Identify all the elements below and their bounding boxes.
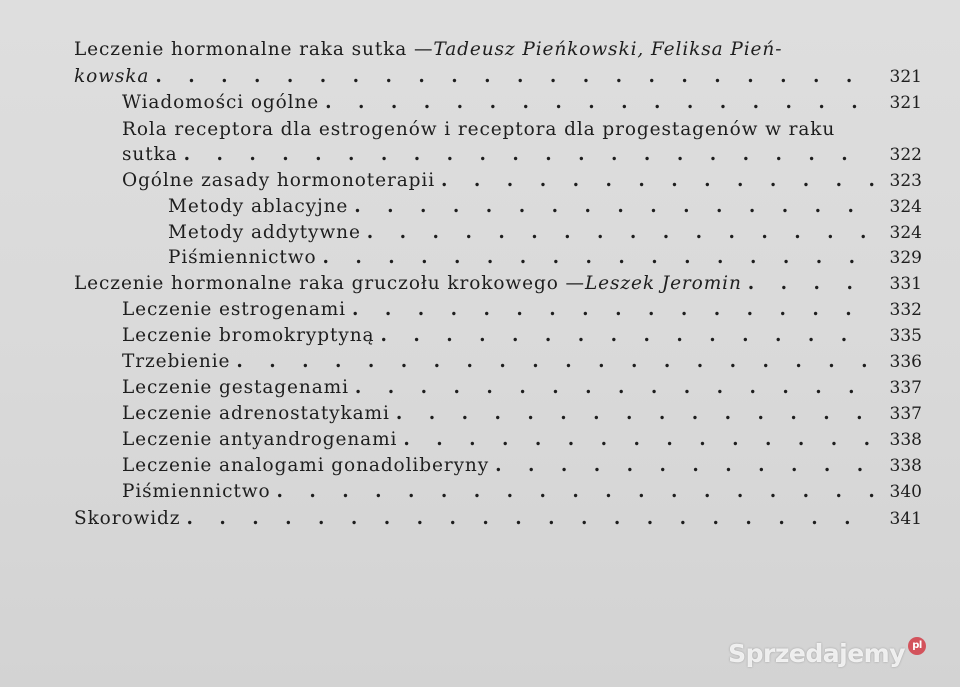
- toc-entry-title: Leczenie analogami gonadoliberyny: [122, 455, 490, 476]
- toc-entry: [74, 64, 922, 90]
- toc-entry-title: Leczenie hormonalne raka gruczołu krokowego —: [74, 273, 585, 294]
- leader-dots: [403, 427, 874, 453]
- toc-entry-title: Wiadomości ogólne: [122, 92, 320, 113]
- toc-entry-title: Leczenie hormonalne raka sutka —: [74, 39, 434, 60]
- toc-entry: [122, 349, 922, 375]
- toc-entry-page: 338: [889, 456, 922, 476]
- leader-dots: [186, 506, 874, 532]
- toc-entry-title: Rola receptora dla estrogenów i receptora dla progestagenów w raku: [122, 119, 836, 140]
- toc-entry: [122, 427, 922, 453]
- leader-dots: [325, 90, 874, 116]
- toc-entry: [122, 401, 922, 427]
- toc-entry: [122, 323, 922, 349]
- toc-entry-title: Leczenie estrogenami: [122, 299, 347, 320]
- toc-entry-page: 337: [889, 404, 922, 424]
- toc-entry-title: Leczenie bromokryptyną: [122, 325, 375, 346]
- watermark-badge: pl: [908, 637, 926, 655]
- toc-entry-title: Piśmiennictwo: [122, 481, 271, 502]
- toc-entry-author: Tadeusz Pieńkowski, Feliksa Pień-: [433, 39, 783, 60]
- toc-entry-title: sutka: [122, 144, 178, 165]
- toc-entry-page: 329: [889, 248, 922, 268]
- leader-dots: [352, 297, 874, 323]
- toc-entry: [122, 375, 922, 401]
- toc-entry-page: 323: [889, 171, 922, 191]
- toc-entry: [122, 117, 882, 143]
- toc-entry-title: Metody ablacyjne: [168, 196, 349, 217]
- toc-entry: [168, 194, 922, 220]
- toc-entry: [74, 506, 922, 532]
- toc-entry-page: 332: [889, 300, 922, 320]
- leader-dots: [367, 220, 874, 246]
- toc-entry-page: 324: [889, 197, 922, 217]
- toc-entry-author: kowska: [74, 66, 150, 87]
- toc-entry-page: 337: [889, 378, 922, 398]
- toc-entry-title: Leczenie adrenostatykami: [122, 403, 390, 424]
- toc-entry-page: 341: [889, 509, 922, 529]
- toc-entry: [122, 453, 922, 479]
- toc-entry: [74, 271, 922, 297]
- toc-entry: [122, 142, 922, 168]
- toc-entry-title: Leczenie antyandrogenami: [122, 429, 398, 450]
- toc-entry: [122, 90, 922, 116]
- toc-entry-title: Metody addytywne: [168, 222, 361, 243]
- toc-entry-page: 324: [889, 223, 922, 243]
- watermark: [728, 636, 926, 670]
- leader-dots: [748, 271, 874, 297]
- toc-entry: [168, 245, 922, 271]
- toc-entry-page: 335: [889, 326, 922, 346]
- leader-dots: [441, 168, 874, 194]
- toc-entry-title: Skorowidz: [74, 508, 181, 529]
- toc-entry-title: Ogólne zasady hormonoterapii: [122, 170, 436, 191]
- leader-dots: [184, 142, 874, 168]
- toc-entry: [168, 220, 922, 246]
- toc-entry: [122, 297, 922, 323]
- toc-entry-page: 321: [889, 93, 922, 113]
- toc-entry: [122, 479, 922, 505]
- toc-entry-title: Trzebienie: [122, 351, 231, 372]
- toc-entry-page: 322: [889, 145, 922, 165]
- toc-entry-title: Leczenie gestagenami: [122, 377, 349, 398]
- toc-entry-page: 321: [889, 67, 922, 87]
- leader-dots: [276, 479, 874, 505]
- leader-dots: [155, 64, 874, 90]
- leader-dots: [355, 375, 874, 401]
- leader-dots: [495, 453, 874, 479]
- toc-entry-page: 336: [889, 352, 922, 372]
- toc-entry: [122, 168, 922, 194]
- toc-entry: [74, 37, 874, 63]
- toc-entry-author: Leszek Jeromin: [584, 273, 742, 294]
- toc-entry-page: 340: [889, 482, 922, 502]
- leader-dots: [396, 401, 874, 427]
- leader-dots: [354, 194, 874, 220]
- toc-entry-page: 338: [889, 430, 922, 450]
- toc-entry-title: Piśmiennictwo: [168, 247, 317, 268]
- leader-dots: [236, 349, 874, 375]
- leader-dots: [380, 323, 874, 349]
- leader-dots: [322, 245, 874, 271]
- toc-entry-page: 331: [889, 274, 922, 294]
- watermark-text: Sprzedajemy: [728, 638, 905, 668]
